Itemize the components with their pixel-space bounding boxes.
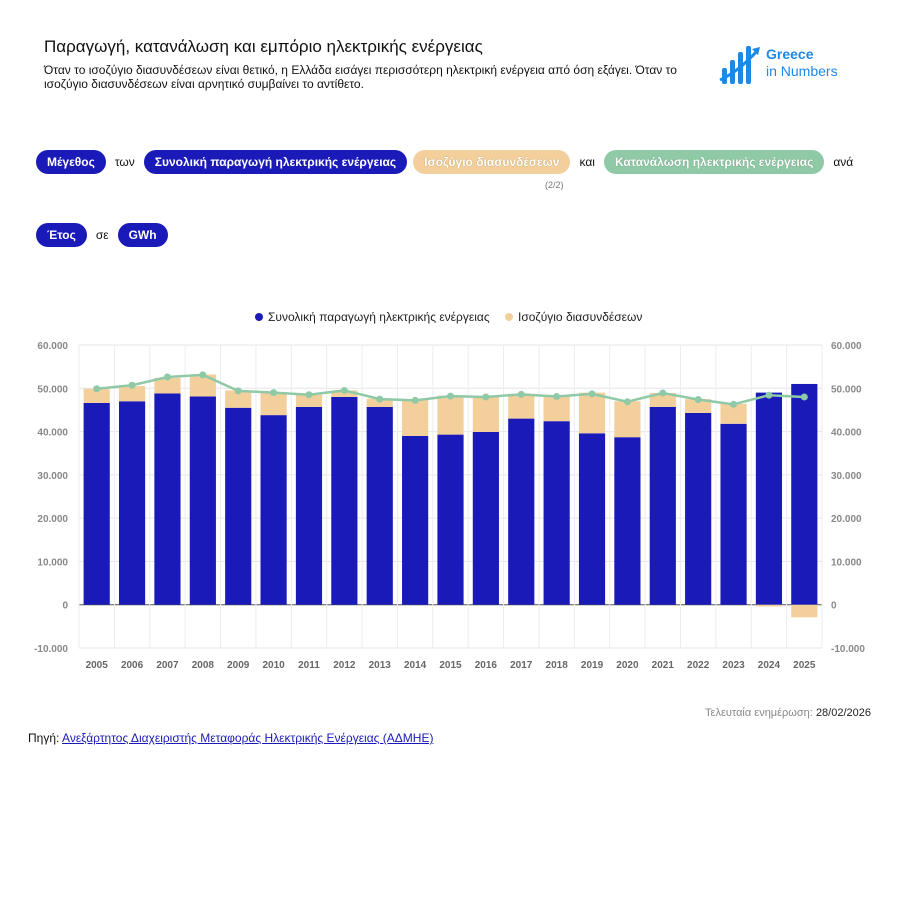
point-consumption <box>341 387 348 394</box>
point-consumption <box>235 387 242 394</box>
y-tick-label-right: 40.000 <box>831 427 862 439</box>
point-consumption <box>482 393 489 400</box>
measure-selector[interactable]: Μέγεθος <box>36 150 106 174</box>
bar-production <box>367 407 393 605</box>
bar-production <box>225 408 251 605</box>
point-consumption <box>518 391 525 398</box>
updated-date: 28/02/2026 <box>815 707 871 719</box>
bar-production <box>720 424 746 605</box>
logo-text-line1: Greece <box>766 46 814 62</box>
x-tick-label: 2025 <box>793 660 816 671</box>
bar-balance <box>402 400 428 436</box>
legend-marker-balance <box>505 313 513 321</box>
bar-balance <box>437 396 463 435</box>
last-updated <box>705 707 871 719</box>
bar-production <box>296 407 322 605</box>
bar-production <box>685 413 711 605</box>
logo[interactable] <box>718 42 868 88</box>
connector-in: σε <box>95 228 109 242</box>
x-tick-label: 2005 <box>85 660 108 671</box>
point-consumption <box>305 391 312 398</box>
x-tick-label: 2012 <box>333 660 356 671</box>
y-tick-label-right: 10.000 <box>831 557 862 569</box>
bar-production <box>437 435 463 605</box>
unit-selector[interactable]: GWh <box>118 223 168 247</box>
bar-balance <box>544 397 570 422</box>
point-consumption <box>589 390 596 397</box>
bar-balance <box>614 401 640 437</box>
point-consumption <box>412 397 419 404</box>
x-tick-label: 2008 <box>191 660 214 671</box>
y-tick-label-left: 20.000 <box>37 514 68 526</box>
x-tick-label: 2020 <box>616 660 639 671</box>
y-tick-label-left: 60.000 <box>37 341 68 352</box>
point-consumption <box>553 393 560 400</box>
bar-production <box>650 407 676 605</box>
y-tick-label-left: 30.000 <box>37 470 68 482</box>
x-tick-label: 2014 <box>403 660 427 671</box>
x-tick-label: 2023 <box>722 660 745 671</box>
connector-of: των <box>114 155 135 169</box>
x-tick-label: 2011 <box>298 660 320 671</box>
selector-row-2 <box>36 223 168 247</box>
legend-marker-production <box>255 313 263 321</box>
bar-production <box>331 397 357 605</box>
y-tick-label-right: 0 <box>831 600 837 612</box>
bar-production <box>791 384 817 605</box>
period-selector[interactable]: Έτος <box>36 223 87 247</box>
x-tick-label: 2017 <box>510 660 533 671</box>
connector-and: και <box>579 155 595 169</box>
y-tick-label-right: 50.000 <box>831 384 862 396</box>
chart-bars <box>84 374 818 617</box>
series-production-selector[interactable]: Συνολική παραγωγή ηλεκτρικής ενέργειας <box>144 150 407 174</box>
point-consumption <box>659 390 666 397</box>
bar-production <box>190 397 216 605</box>
bar-production <box>261 415 287 605</box>
bar-production <box>402 436 428 605</box>
x-tick-label: 2009 <box>227 660 250 671</box>
chart-legend[interactable] <box>255 310 642 324</box>
bar-balance <box>473 397 499 432</box>
legend-label-balance[interactable]: Ισοζύγιο διασυνδέσεων <box>518 310 643 324</box>
x-tick-label: 2019 <box>580 660 604 671</box>
point-consumption <box>624 398 631 405</box>
point-consumption <box>765 392 772 399</box>
x-tick-label: 2010 <box>262 660 285 671</box>
bar-production <box>544 421 570 605</box>
y-tick-label-left: 50.000 <box>37 384 68 396</box>
bar-production <box>756 393 782 605</box>
logo-text-line2: in Numbers <box>766 63 838 79</box>
x-tick-label: 2022 <box>687 660 710 671</box>
bar-balance <box>756 605 782 607</box>
series-balance-selector[interactable]: Ισοζύγιο διασυνδέσεων <box>413 150 570 174</box>
y-tick-label-right: 20.000 <box>831 514 862 526</box>
bar-production <box>119 401 145 604</box>
y-tick-label-left: 0 <box>62 600 68 612</box>
chart <box>0 300 900 680</box>
y-tick-label-left: 10.000 <box>37 557 68 569</box>
source <box>28 731 433 745</box>
bar-production <box>473 432 499 605</box>
bar-production <box>614 437 640 605</box>
series-consumption-selector[interactable]: Κατανάλωση ηλεκτρικής ενέργειας <box>604 150 824 174</box>
x-tick-label: 2021 <box>651 660 674 671</box>
point-consumption <box>129 382 136 389</box>
series-pager: (2/2) <box>545 180 564 190</box>
y-tick-label-right: 60.000 <box>831 341 862 352</box>
y-tick-label-right: -10.000 <box>831 644 865 655</box>
bar-production <box>84 403 110 605</box>
point-consumption <box>376 396 383 403</box>
logo-bars-icon <box>718 42 764 88</box>
x-tick-label: 2013 <box>368 660 391 671</box>
x-tick-label: 2016 <box>474 660 498 671</box>
bar-production <box>508 419 534 605</box>
point-consumption <box>801 393 808 400</box>
x-tick-label: 2018 <box>545 660 568 671</box>
source-label: Πηγή: <box>28 731 60 745</box>
point-consumption <box>270 389 277 396</box>
connector-per: ανά <box>833 155 854 169</box>
point-consumption <box>164 374 171 381</box>
bar-production <box>579 433 605 604</box>
source-link[interactable]: Ανεξάρτητος Διαχειριστής Μεταφοράς Ηλεκτρικής Ενέργειας (ΑΔΜΗΕ) <box>62 731 434 745</box>
point-consumption <box>199 371 206 378</box>
selector-row-1 <box>36 150 862 174</box>
point-consumption <box>730 401 737 408</box>
x-tick-label: 2024 <box>757 660 781 671</box>
y-tick-label-left: 40.000 <box>37 427 68 439</box>
legend-label-production[interactable]: Συνολική παραγωγή ηλεκτρικής ενέργειας <box>268 310 490 324</box>
page-subtitle: Όταν το ισοζύγιο διασυνδέσεων είναι θετικό, η Ελλάδα εισάγει περισσότερη ηλεκτρική ενέργεια από όση εξάγει. Όταν το ισοζύγιο διασυνδέσεων είναι αρνητικό συμβαίνει το αντίθετο. <box>44 63 677 91</box>
x-tick-label: 2006 <box>120 660 144 671</box>
bar-balance <box>791 605 817 618</box>
updated-label: Τελευταία ενημέρωση: <box>705 707 813 719</box>
point-consumption <box>93 385 100 392</box>
bar-production <box>154 393 180 604</box>
page-title: Παραγωγή, κατανάλωση και εμπόριο ηλεκτρικής ενέργειας <box>44 37 483 56</box>
point-consumption <box>695 396 702 403</box>
point-consumption <box>447 393 454 400</box>
x-tick-label: 2015 <box>439 660 462 671</box>
y-tick-label-left: -10.000 <box>34 644 68 655</box>
x-tick-label: 2007 <box>156 660 179 671</box>
bar-balance <box>579 393 605 434</box>
y-tick-label-right: 30.000 <box>831 470 862 482</box>
